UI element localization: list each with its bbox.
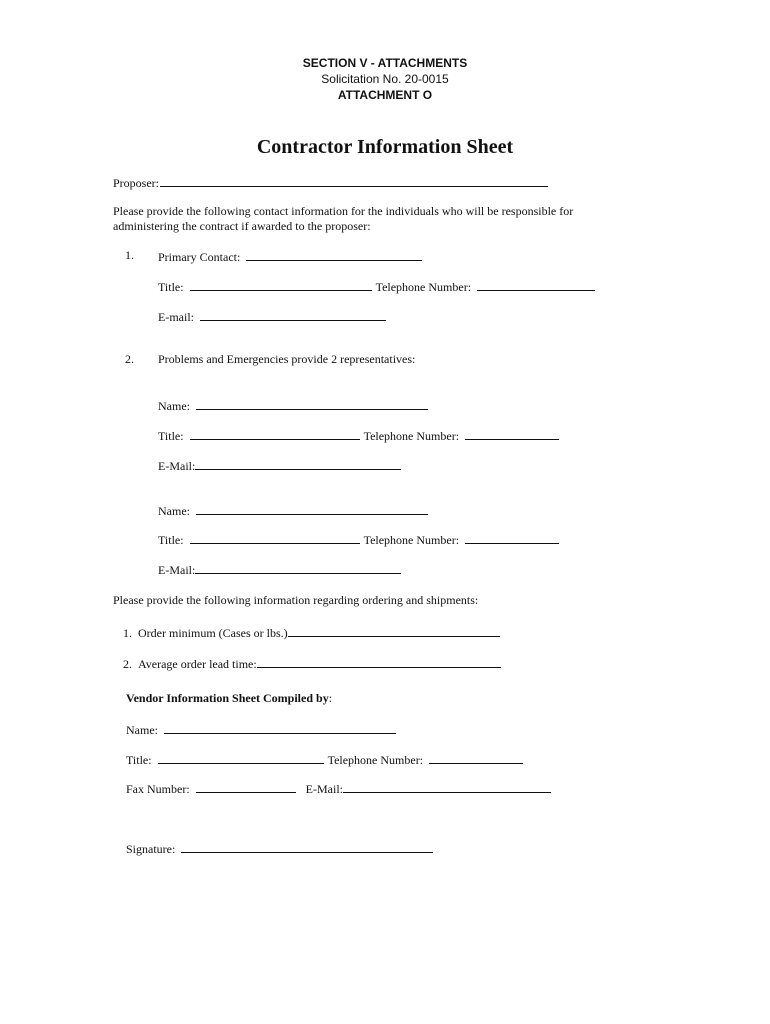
intro-line-2: administering the contract if awarded to the proposer: <box>113 219 371 233</box>
lead-time-field[interactable] <box>257 655 501 668</box>
vendor-heading-colon: : <box>328 691 333 705</box>
vendor-telephone-field[interactable] <box>429 751 523 764</box>
email-label: E-Mail: <box>158 563 196 577</box>
rep-1-name-field[interactable] <box>196 397 428 410</box>
title-label: Title: <box>158 533 184 547</box>
title-label: Title: <box>158 280 184 294</box>
signature-field[interactable] <box>181 840 433 853</box>
name-label: Name: <box>158 399 190 413</box>
telephone-label: Telephone Number: <box>363 429 460 443</box>
email-label: E-Mail: <box>305 782 343 796</box>
attachment-label: ATTACHMENT O <box>337 88 433 102</box>
item-1-number: 1. <box>125 248 134 262</box>
solicitation-number: Solicitation No. 20-0015 <box>321 72 449 86</box>
primary-title-row <box>158 278 595 295</box>
lead-time-label: Average order lead time: <box>138 657 257 671</box>
proposer-field[interactable] <box>160 174 548 187</box>
vendor-fax-row <box>126 780 551 797</box>
vendor-name-row <box>126 721 396 738</box>
item-2-number: 2. <box>125 352 134 366</box>
page-title: Contractor Information Sheet <box>256 136 514 158</box>
item-2-text: Problems and Emergencies provide 2 representatives: <box>158 352 416 366</box>
rep-1-telephone-field[interactable] <box>465 427 559 440</box>
intro-line-1: Please provide the following contact information for the individuals who will be responsible for <box>113 204 574 218</box>
rep-1-title-field[interactable] <box>190 427 360 440</box>
ordering-intro: Please provide the following information regarding ordering and shipments: <box>113 593 479 607</box>
title-label: Title: <box>126 753 152 767</box>
rep-1-email-row <box>158 457 401 474</box>
rep-2-title-row <box>158 531 559 548</box>
primary-contact-row <box>158 248 422 265</box>
primary-contact-field[interactable] <box>246 248 422 261</box>
signature-row <box>126 840 433 857</box>
vendor-title-row <box>126 751 523 768</box>
primary-telephone-field[interactable] <box>477 278 595 291</box>
title-label: Title: <box>158 429 184 443</box>
rep-2-name-row <box>158 502 428 519</box>
vendor-name-field[interactable] <box>164 721 396 734</box>
primary-title-field[interactable] <box>190 278 372 291</box>
email-label: E-Mail: <box>158 459 196 473</box>
primary-email-row <box>158 308 386 325</box>
rep-1-email-field[interactable] <box>195 457 401 470</box>
telephone-label: Telephone Number: <box>327 753 424 767</box>
vendor-fax-field[interactable] <box>196 780 296 793</box>
telephone-label: Telephone Number: <box>363 533 460 547</box>
lead-time-number: 2. <box>123 657 132 671</box>
order-minimum-field[interactable] <box>288 624 500 637</box>
vendor-heading: Vendor Information Sheet Compiled by <box>126 691 329 705</box>
rep-1-name-row <box>158 397 428 414</box>
order-minimum-row <box>123 624 500 641</box>
name-label: Name: <box>158 504 190 518</box>
signature-label: Signature: <box>126 842 176 856</box>
lead-time-row <box>123 655 501 672</box>
proposer-label: Proposer: <box>113 176 159 190</box>
vendor-title-field[interactable] <box>158 751 324 764</box>
primary-email-field[interactable] <box>200 308 386 321</box>
rep-2-email-field[interactable] <box>195 561 401 574</box>
vendor-email-field[interactable] <box>343 780 551 793</box>
primary-contact-label: Primary Contact: <box>158 250 241 264</box>
rep-2-email-row <box>158 561 401 578</box>
fax-label: Fax Number: <box>126 782 190 796</box>
rep-2-title-field[interactable] <box>190 531 360 544</box>
rep-2-telephone-field[interactable] <box>465 531 559 544</box>
order-minimum-number: 1. <box>123 626 132 640</box>
order-minimum-label: Order minimum (Cases or lbs.) <box>138 626 288 640</box>
name-label: Name: <box>126 723 158 737</box>
email-label: E-mail: <box>158 310 194 324</box>
proposer-row <box>113 174 548 191</box>
rep-2-name-field[interactable] <box>196 502 428 515</box>
section-header: SECTION V - ATTACHMENTS <box>302 56 468 70</box>
rep-1-title-row <box>158 427 559 444</box>
telephone-label: Telephone Number: <box>375 280 472 294</box>
vendor-heading-row <box>126 691 332 706</box>
